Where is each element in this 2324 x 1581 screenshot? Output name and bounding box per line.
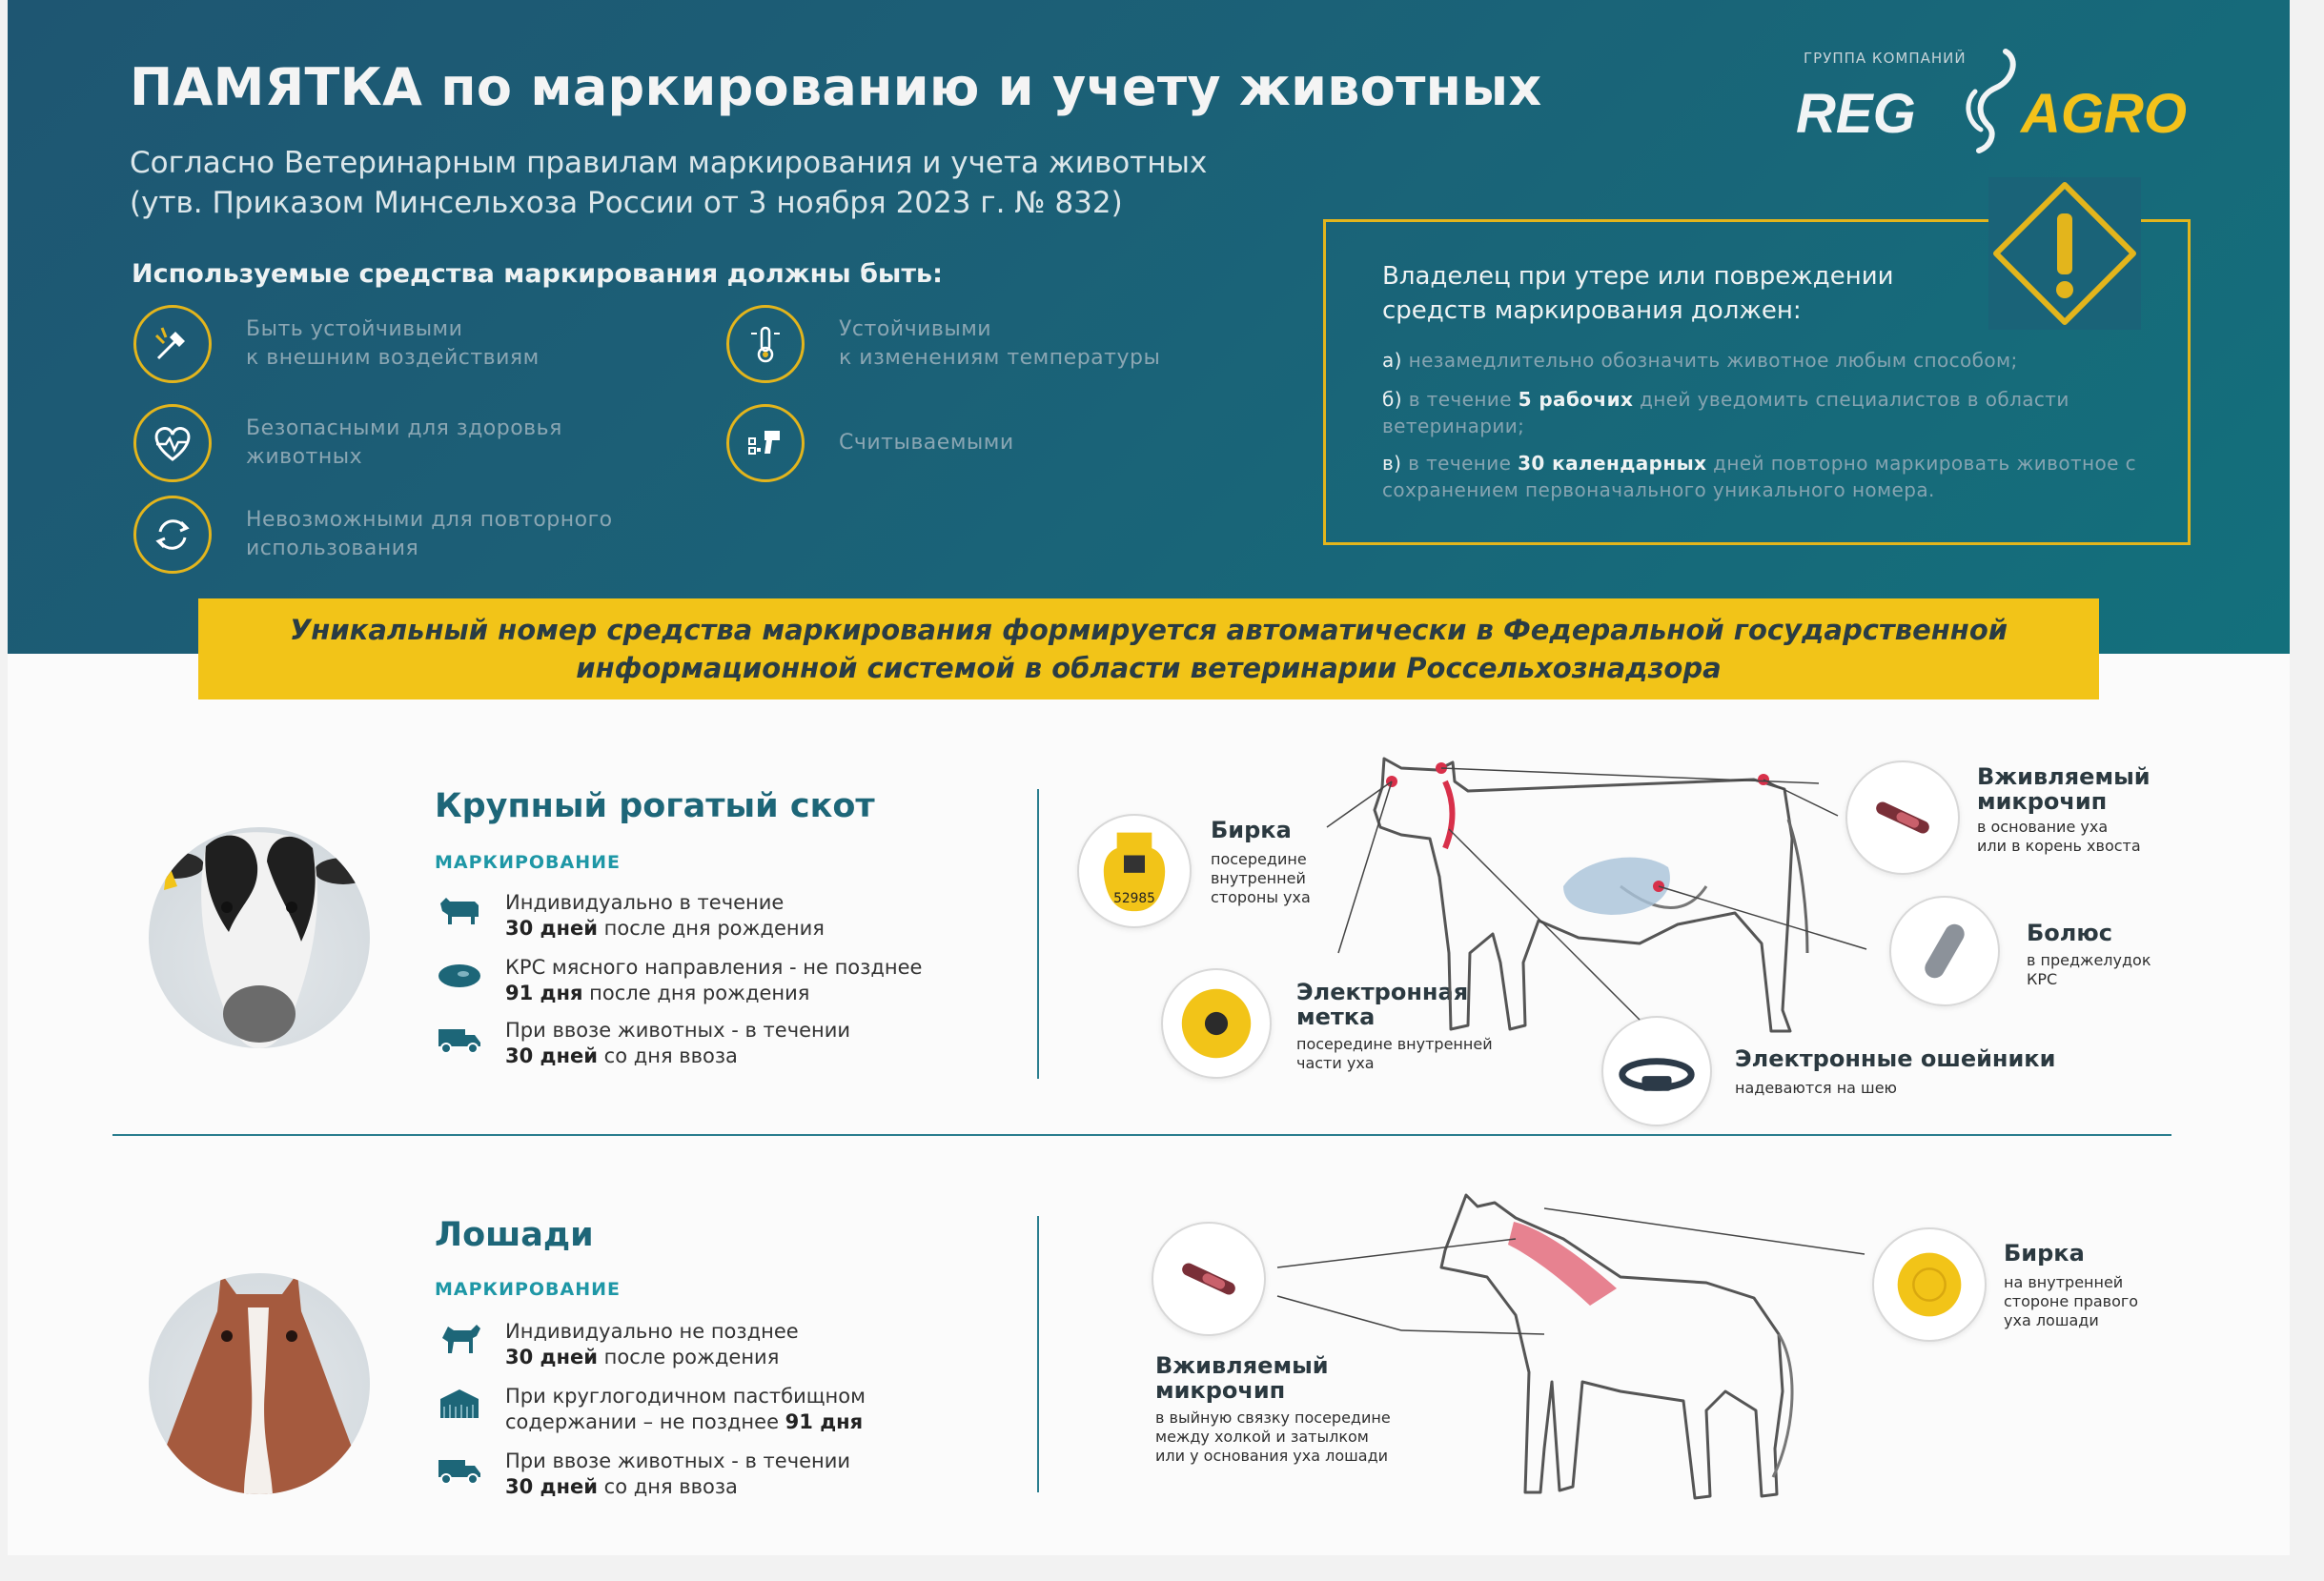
pasture-icon: [435, 1384, 484, 1422]
horses-title: Лошади: [435, 1216, 594, 1254]
feature-readable: [726, 404, 1014, 482]
horse-tag-text: на внутренней стороне правого уха лошади: [2004, 1273, 2139, 1329]
horse-rule: [435, 1384, 866, 1435]
collar-title: Электронные ошейники: [1735, 1045, 2056, 1072]
cow-head-image: [149, 827, 370, 1048]
logo-agro-text: AGRO: [2021, 83, 2187, 145]
truck-icon: [435, 1018, 484, 1056]
features-heading: Используемые средства маркирования должны быть:: [132, 259, 943, 289]
rule-text: Индивидуально не позднее 30 дней после рождения: [505, 1320, 799, 1368]
round-tag-icon: [1882, 1237, 1977, 1332]
horse-microchip-text: в выйную связку посередине между холкой и затылком или у основания уха лошади: [1155, 1409, 1391, 1465]
electronic-tag-text: посередине внутренней части уха: [1296, 1035, 1493, 1072]
owner-item-a: а) незамедлительно обозначить животное любым способом;: [1382, 349, 2018, 372]
rule-text: КРС мясного направления - не позднее 91 дня после дня рождения: [505, 956, 923, 1004]
cattle-microchip-image: [1845, 760, 1960, 875]
bolus-icon: [1897, 903, 1992, 999]
rule-text: При ввозе животных - в течении 30 дней со дня ввоза: [505, 1449, 851, 1498]
horse-rule: [435, 1449, 850, 1500]
cattle-subtitle: МАРКИРОВАНИЕ: [435, 852, 622, 873]
feature-temperature: [726, 305, 1160, 383]
collar-icon: [1609, 1024, 1704, 1119]
cattle-rule: [435, 890, 825, 942]
collar-text: надеваются на шею: [1735, 1079, 1898, 1097]
horse-icon: [435, 1319, 484, 1357]
cattle-tag-text: посередине внутренней стороны уха: [1211, 850, 1311, 906]
electronic-tag-icon: [1169, 976, 1264, 1071]
cattle-microchip-title: Вживляемый микрочип: [1977, 763, 2151, 815]
feature-text: Быть устойчивыми к внешним воздействиям: [246, 317, 540, 370]
rule-text: Индивидуально в течение 30 дней после дня рождения: [505, 891, 825, 940]
feature-resistant: [133, 305, 540, 383]
cattle-title: Крупный рогатый скот: [435, 787, 875, 825]
ear-tag-icon: [1082, 819, 1187, 923]
horse-tag-title: Бирка: [2004, 1240, 2085, 1267]
cattle-microchip-text: в основание уха или в корень хвоста: [1977, 818, 2141, 855]
rule-text: При ввозе животных - в течении 30 дней со дня ввоза: [505, 1019, 851, 1067]
feature-safe: [133, 404, 562, 482]
unique-number-text: Уникальный номер средства маркирования формируется автоматически в Федеральной государственной информационной системой в области ветеринарии Россельхознадзора: [289, 614, 2008, 684]
microchip-icon: [1161, 1231, 1256, 1327]
electronic-tag-image: [1161, 968, 1272, 1079]
cattle-tag-title: Бирка: [1211, 817, 1292, 843]
bolus-text: в преджелудок КРС: [2027, 951, 2151, 988]
horse-tag-image: [1872, 1227, 1987, 1342]
horse-photo: [149, 1273, 370, 1494]
owner-item-c: в) в течение 30 календарных дней повторно маркировать животное с сохранением первоначального уникального номера.: [1382, 452, 2137, 501]
truck-icon: [435, 1449, 484, 1487]
bolus-title: Болюс: [2027, 920, 2112, 946]
section-divider: [112, 1134, 2171, 1136]
cycle-arrows-icon: [133, 496, 212, 574]
cow-icon: [435, 890, 484, 928]
feature-text: Безопасными для здоровья животных: [246, 416, 562, 469]
logo-group-text: ГРУППА КОМПАНИЙ: [1804, 50, 1967, 67]
cattle-photo: [149, 827, 370, 1048]
feature-text: Невозможными для повторного использования: [246, 508, 613, 560]
page-subtitle: Согласно Ветеринарным правилам маркирования и учета животных (утв. Приказом Минсельхоза России от 3 ноября 2023 г. № 832): [130, 146, 1208, 220]
thermometer-icon: [726, 305, 805, 383]
horse-microchip-image: [1152, 1222, 1266, 1336]
cattle-tag-image: [1077, 814, 1192, 928]
feature-text: Считываемыми: [839, 431, 1014, 455]
horse-rule: [435, 1319, 799, 1370]
horses-subtitle: МАРКИРОВАНИЕ: [435, 1279, 622, 1300]
bolus-image: [1889, 896, 2000, 1006]
horse-head-image: [149, 1273, 370, 1494]
feature-single-use: [133, 496, 613, 574]
scanner-icon: [726, 404, 805, 482]
unique-number-note: [198, 598, 2099, 699]
tag-number: 52985: [1113, 891, 1155, 906]
electronic-tag-title: Электронная метка: [1296, 979, 1469, 1030]
owner-item-b: б) в течение 5 рабочих дней уведомить специалистов в области ветеринарии;: [1382, 388, 2069, 437]
page-title: ПАМЯТКА по маркированию и учету животных: [130, 57, 1542, 117]
collar-image: [1601, 1016, 1712, 1126]
microchip-icon: [1855, 770, 1950, 865]
logo-mark-icon: [1947, 46, 2023, 160]
shield-impact-icon: [133, 305, 212, 383]
feature-text: Устойчивыми к изменениям температуры: [839, 317, 1161, 370]
heart-pulse-icon: [133, 404, 212, 482]
rule-text: При круглогодичном пастбищном содержании – не позднее 91 дня: [505, 1385, 866, 1433]
cattle-divider: [1037, 789, 1039, 1079]
memo-page: [8, 0, 2290, 1555]
owner-heading: Владелец при утере или повреждении средств маркирования должен:: [1382, 262, 1894, 325]
horses-divider: [1037, 1216, 1039, 1492]
cattle-rule: [435, 955, 922, 1006]
logo-reg-text: REG: [1796, 83, 1916, 145]
horse-microchip-title: Вживляемый микрочип: [1155, 1352, 1329, 1404]
cattle-rule: [435, 1018, 850, 1069]
company-logo: [1792, 46, 2212, 160]
meat-icon: [435, 955, 484, 993]
